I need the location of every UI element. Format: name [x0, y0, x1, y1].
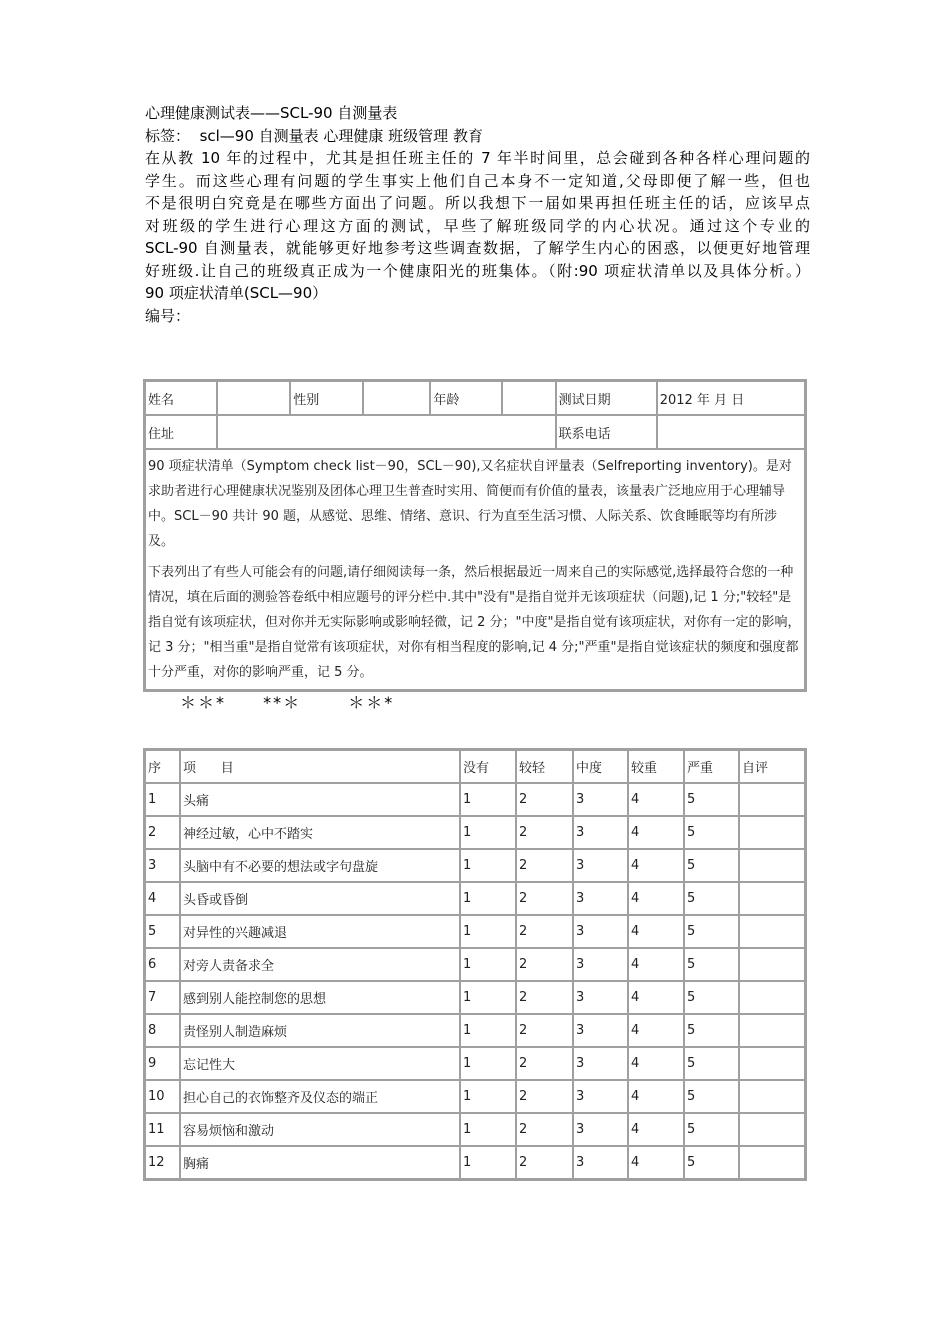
address-field[interactable] [217, 415, 555, 449]
row-no: 8 [145, 1014, 180, 1047]
score-4[interactable]: 4 [628, 981, 684, 1014]
intro-line: 对班级的学生进行心理这方面的测试，早些了解班级同学的内心状况。通过这个专业的 [145, 216, 810, 235]
score-4[interactable]: 4 [628, 849, 684, 882]
score-3[interactable]: 3 [573, 948, 628, 981]
score-2[interactable]: 2 [516, 1080, 573, 1113]
age-field[interactable] [502, 381, 556, 415]
self-rating-field[interactable] [739, 783, 805, 816]
score-4[interactable]: 4 [628, 1113, 684, 1146]
description-paragraph-2: 下表列出了有些人可能会有的问题,请仔细阅读每一条，然后根据最近一周来自己的实际感觉,选择最符合您的一种情况，填在后面的测验答卷纸中相应题号的评分栏中.其中"没有"是指自觉并无该项症状（问题),记 1 分;"较轻"是指自觉有该项症状，但对你并无实际影响或影响轻微，记 2 分；"中度"是指自觉有该项症状，对你有一定的影响，记 3 分；"相当重"是指自觉常有该项症状，对你有相当程度的影响,记 4 分;"严重"是指自觉该症状的频度和强度都十分严重，对你的影响严重，记 5 分。 [148, 565, 801, 680]
row-item: 胸痛 [180, 1146, 460, 1179]
score-4[interactable]: 4 [628, 783, 684, 816]
score-1[interactable]: 1 [460, 1080, 516, 1113]
score-4[interactable]: 4 [628, 1014, 684, 1047]
score-4[interactable]: 4 [628, 1146, 684, 1179]
info-table [143, 379, 807, 692]
row-item: 感到别人能控制您的思想 [180, 981, 460, 1014]
score-2[interactable]: 2 [516, 882, 573, 915]
score-3[interactable]: 3 [573, 849, 628, 882]
self-rating-field[interactable] [739, 1014, 805, 1047]
score-5[interactable]: 5 [684, 1080, 739, 1113]
table-row [145, 1146, 805, 1179]
score-2[interactable]: 2 [516, 816, 573, 849]
score-3[interactable]: 3 [573, 783, 628, 816]
table-row [145, 948, 805, 981]
table-row [145, 915, 805, 948]
row-no: 3 [145, 849, 180, 882]
score-1[interactable]: 1 [460, 783, 516, 816]
score-2[interactable]: 2 [516, 783, 573, 816]
row-no: 5 [145, 915, 180, 948]
table-header-row [145, 750, 805, 783]
score-4[interactable]: 4 [628, 1080, 684, 1113]
score-4[interactable]: 4 [628, 915, 684, 948]
score-5[interactable]: 5 [684, 948, 739, 981]
score-5[interactable]: 5 [684, 1047, 739, 1080]
score-5[interactable]: 5 [684, 816, 739, 849]
score-3[interactable]: 3 [573, 1014, 628, 1047]
row-item: 头脑中有不必要的想法或字句盘旋 [180, 849, 460, 882]
score-2[interactable]: 2 [516, 1113, 573, 1146]
score-1[interactable]: 1 [460, 1014, 516, 1047]
self-rating-field[interactable] [739, 1080, 805, 1113]
score-4[interactable]: 4 [628, 948, 684, 981]
score-3[interactable]: 3 [573, 1080, 628, 1113]
phone-label: 联系电话 [556, 415, 657, 449]
table-row [145, 783, 805, 816]
score-2[interactable]: 2 [516, 849, 573, 882]
score-2[interactable]: 2 [516, 1014, 573, 1047]
document-title: 心理健康测试表——SCL-90 自测量表 [145, 104, 398, 122]
star-separator [180, 690, 394, 713]
score-1[interactable]: 1 [460, 849, 516, 882]
row-item: 神经过敏，心中不踏实 [180, 816, 460, 849]
star-group: **＊ [263, 693, 302, 712]
score-3[interactable]: 3 [573, 816, 628, 849]
address-label: 住址 [145, 415, 217, 449]
tags-value: scl—90 自测量表 心理健康 班级管理 教育 [199, 126, 483, 145]
table-row [145, 1113, 805, 1146]
score-5[interactable]: 5 [684, 1113, 739, 1146]
score-4[interactable]: 4 [628, 882, 684, 915]
score-5[interactable]: 5 [684, 981, 739, 1014]
self-rating-field[interactable] [739, 816, 805, 849]
table-row [145, 981, 805, 1014]
table-row [145, 882, 805, 915]
header-extreme: 严重 [684, 750, 739, 783]
score-3[interactable]: 3 [573, 1047, 628, 1080]
score-1[interactable]: 1 [460, 915, 516, 948]
tags-label: 标签： [145, 126, 191, 145]
test-date-label: 测试日期 [556, 381, 657, 415]
self-rating-field[interactable] [739, 849, 805, 882]
gender-label: 性别 [290, 381, 363, 415]
score-5[interactable]: 5 [684, 915, 739, 948]
header-moderate: 中度 [573, 750, 628, 783]
intro-line: 在从教 10 年的过程中，尤其是担任班主任的 7 年半时间里，总会碰到各种各样心理问题的 [145, 149, 810, 167]
header-no: 序 [145, 750, 180, 783]
star-group: ＊＊* [180, 693, 227, 712]
table-row [145, 849, 805, 882]
self-rating-field[interactable] [739, 915, 805, 948]
phone-field[interactable] [657, 415, 805, 449]
score-3[interactable]: 3 [573, 882, 628, 915]
name-label: 姓名 [145, 381, 217, 415]
score-5[interactable]: 5 [684, 882, 739, 915]
intro-line: 学生。而这些心理有问题的学生事实上他们自己本身不一定知道,父母即便了解一些，但也 [145, 171, 810, 190]
score-1[interactable]: 1 [460, 1047, 516, 1080]
name-field[interactable] [217, 381, 290, 415]
age-label: 年龄 [430, 381, 501, 415]
score-2[interactable]: 2 [516, 1146, 573, 1179]
score-1[interactable]: 1 [460, 882, 516, 915]
score-1[interactable]: 1 [460, 981, 516, 1014]
header-none: 没有 [460, 750, 516, 783]
score-2[interactable]: 2 [516, 1047, 573, 1080]
score-3[interactable]: 3 [573, 1146, 628, 1179]
header-item: 项 目 [180, 750, 460, 783]
row-no: 4 [145, 882, 180, 915]
row-item: 担心自己的衣饰整齐及仪态的端正 [180, 1080, 460, 1113]
row-item: 忘记性大 [180, 1047, 460, 1080]
list-title: 90 项症状清单(SCL—90） [145, 284, 328, 302]
row-no: 6 [145, 948, 180, 981]
self-rating-field[interactable] [739, 1113, 805, 1146]
row-item: 头昏或昏倒 [180, 882, 460, 915]
table-row [145, 816, 805, 849]
score-1[interactable]: 1 [460, 1113, 516, 1146]
score-2[interactable]: 2 [516, 948, 573, 981]
test-date-field[interactable]: 2012 年 月 日 [657, 381, 805, 415]
row-item: 对异性的兴趣减退 [180, 915, 460, 948]
table-row [145, 1080, 805, 1113]
row-no: 12 [145, 1146, 180, 1179]
row-no: 1 [145, 783, 180, 816]
score-5[interactable]: 5 [684, 849, 739, 882]
row-item: 对旁人责备求全 [180, 948, 460, 981]
description-cell [145, 449, 805, 690]
row-item: 容易烦恼和激动 [180, 1113, 460, 1146]
row-no: 7 [145, 981, 180, 1014]
intro-line: SCL-90 自测量表，就能够更好地参考这些调查数据，了解学生内心的困惑，以便更好地管理 [145, 239, 810, 257]
table-row [145, 1014, 805, 1047]
description-paragraph-1: 90 项症状清单（Symptom check list－90，SCL－90),又名症状自评量表（Selfreporting inventory)。是对求助者进行心理健康状况鉴别及团体心理卫生普查时实用、简便而有价值的量表，该量表广泛地应用于心理辅导中。SCL－90 共计 90 题，从感觉、思维、情绪、意识、行为直至生活习惯、人际关系、饮食睡眠等均有所涉及。 [148, 459, 792, 549]
score-5[interactable]: 5 [684, 1014, 739, 1047]
intro-section [145, 102, 810, 327]
self-rating-field[interactable] [739, 1047, 805, 1080]
row-no: 9 [145, 1047, 180, 1080]
row-no: 10 [145, 1080, 180, 1113]
score-3[interactable]: 3 [573, 915, 628, 948]
symptom-table [143, 748, 807, 1181]
score-1[interactable]: 1 [460, 816, 516, 849]
row-item: 责怪别人制造麻烦 [180, 1014, 460, 1047]
score-3[interactable]: 3 [573, 981, 628, 1014]
number-label: 编号： [145, 306, 191, 325]
table-row [145, 1047, 805, 1080]
header-self-rating: 自评 [739, 750, 805, 783]
score-5[interactable]: 5 [684, 1146, 739, 1179]
self-rating-field[interactable] [739, 948, 805, 981]
row-no: 2 [145, 816, 180, 849]
score-4[interactable]: 4 [628, 816, 684, 849]
tags-line [145, 125, 810, 148]
self-rating-field[interactable] [739, 981, 805, 1014]
info-row-personal [145, 381, 805, 415]
star-group: ＊＊* [348, 693, 395, 712]
header-mild: 较轻 [516, 750, 573, 783]
score-4[interactable]: 4 [628, 1047, 684, 1080]
row-item: 头痛 [180, 783, 460, 816]
score-1[interactable]: 1 [460, 948, 516, 981]
header-severe: 较重 [628, 750, 684, 783]
intro-line: 不是很明白究竟是在哪些方面出了问题。所以我想下一届如果再担任班主任的话，应该早点 [145, 194, 810, 212]
intro-line: 好班级.让自己的班级真正成为一个健康阳光的班集体。（附:90 项症状清单以及具体分析。） [145, 261, 810, 280]
score-3[interactable]: 3 [573, 1113, 628, 1146]
gender-field[interactable] [363, 381, 430, 415]
self-rating-field[interactable] [739, 1146, 805, 1179]
score-2[interactable]: 2 [516, 915, 573, 948]
row-no: 11 [145, 1113, 180, 1146]
score-1[interactable]: 1 [460, 1146, 516, 1179]
score-5[interactable]: 5 [684, 783, 739, 816]
self-rating-field[interactable] [739, 882, 805, 915]
info-row-description [145, 449, 805, 690]
score-2[interactable]: 2 [516, 981, 573, 1014]
info-row-contact [145, 415, 805, 449]
